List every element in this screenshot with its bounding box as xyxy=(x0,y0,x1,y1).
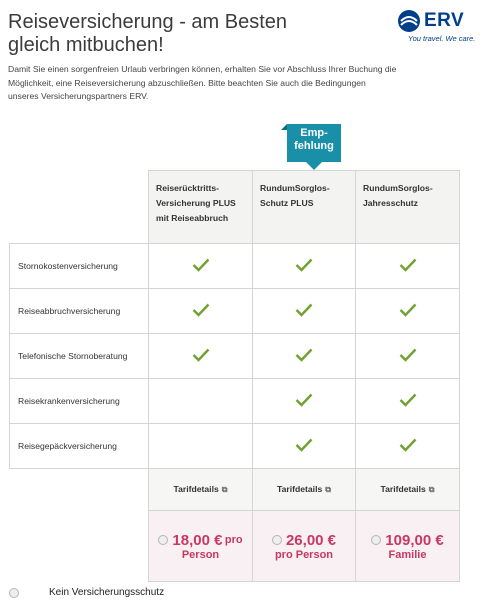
tariff-details-label[interactable]: Tarifdetails xyxy=(380,484,426,494)
checkmark-icon xyxy=(192,258,210,272)
price-amount: 109,00 € xyxy=(385,531,444,549)
external-link-icon[interactable]: ⧉ xyxy=(428,485,435,494)
feature-cell xyxy=(149,244,253,289)
feature-cell xyxy=(253,379,356,424)
checkmark-icon xyxy=(399,258,417,272)
external-link-icon[interactable]: ⧉ xyxy=(221,485,228,494)
checkmark-icon xyxy=(295,348,313,362)
tariff-details-link-2[interactable] xyxy=(253,469,356,511)
plan-name-line: RundumSorglos- xyxy=(363,183,433,193)
checkmark-icon xyxy=(295,303,313,317)
price-amount: 26,00 € xyxy=(285,531,337,549)
price-unit: Familie xyxy=(388,548,427,561)
plan-comparison-table xyxy=(9,170,460,582)
plan-name-line: mit Reiseabbruch xyxy=(156,213,229,223)
checkmark-icon xyxy=(399,438,417,452)
empty-cell xyxy=(10,511,149,582)
recommendation-badge xyxy=(287,124,341,162)
feature-cell xyxy=(253,244,356,289)
price-option-3[interactable] xyxy=(356,511,460,582)
intro-text: Damit Sie einen sorgenfreien Urlaub verbringen können, erhalten Sie vor Abschluss Ihrer Buchung die Möglichkeit, eine Reiseversicherung abzuschließen. Bitte beachten Sie auch die Bedingungen unseres Versicherungspartners ERV. xyxy=(8,64,397,101)
plan-header-3 xyxy=(356,171,460,244)
checkmark-icon xyxy=(295,258,313,272)
feature-cell xyxy=(149,379,253,424)
empty-corner-cell xyxy=(10,171,149,244)
plan-radio-2[interactable] xyxy=(272,535,282,545)
erv-logo xyxy=(397,9,479,43)
feature-cell xyxy=(149,334,253,379)
price-unit: Person xyxy=(181,548,220,561)
feature-cell xyxy=(356,244,460,289)
feature-label: Reisegepäckversicherung xyxy=(10,424,149,469)
logo-tagline: You travel. We care. xyxy=(408,34,476,43)
checkmark-icon xyxy=(399,393,417,407)
feature-cell xyxy=(253,289,356,334)
badge-line-1: Emp- xyxy=(300,127,328,139)
feature-label: Reiseabbruchversicherung xyxy=(10,289,149,334)
tariff-details-link-3[interactable] xyxy=(356,469,460,511)
page-title: Reiseversicherung - am Besten gleich mitbuchen! xyxy=(8,11,288,56)
plan-name-line: Reiserücktritts- xyxy=(156,183,220,193)
price-unit: pro xyxy=(224,533,243,546)
plan-header-row xyxy=(10,171,460,244)
feature-row xyxy=(10,244,460,289)
plan-radio-1[interactable] xyxy=(158,535,168,545)
feature-cell xyxy=(356,289,460,334)
feature-cell xyxy=(356,334,460,379)
price-option-1[interactable] xyxy=(149,511,253,582)
checkmark-icon xyxy=(295,438,313,452)
feature-row xyxy=(10,334,460,379)
plan-name-line: RundumSorglos- xyxy=(260,183,330,193)
feature-row xyxy=(10,424,460,469)
price-amount: 18,00 € xyxy=(172,531,223,549)
empty-cell xyxy=(10,469,149,511)
feature-label: Stornokostenversicherung xyxy=(10,244,149,289)
checkmark-icon xyxy=(192,348,210,362)
checkmark-icon xyxy=(399,348,417,362)
erv-globe-icon xyxy=(397,9,421,33)
feature-cell xyxy=(356,379,460,424)
feature-cell xyxy=(253,424,356,469)
feature-cell xyxy=(253,334,356,379)
tariff-details-row xyxy=(10,469,460,511)
feature-row xyxy=(10,289,460,334)
plan-name-line: Versicherung PLUS xyxy=(156,198,236,208)
plan-header-2 xyxy=(253,171,356,244)
feature-cell xyxy=(356,424,460,469)
plan-header-1 xyxy=(149,171,253,244)
external-link-icon[interactable]: ⧉ xyxy=(325,485,331,494)
price-row xyxy=(10,511,460,582)
price-unit: pro Person xyxy=(274,548,334,561)
tariff-details-label[interactable]: Tarifdetails xyxy=(277,484,323,494)
feature-row xyxy=(10,379,460,424)
badge-line-2: fehlung xyxy=(294,140,334,152)
feature-cell xyxy=(149,424,253,469)
feature-cell xyxy=(149,289,253,334)
no-insurance-label[interactable]: Kein Versicherungsschutz xyxy=(49,587,165,598)
logo-name: ERV xyxy=(424,10,465,31)
tariff-details-label[interactable]: Tarifdetails xyxy=(173,484,219,494)
feature-label: Reisekrankenversicherung xyxy=(10,379,149,424)
checkmark-icon xyxy=(295,393,313,407)
price-option-2[interactable] xyxy=(253,511,356,582)
feature-label: Telefonische Stornoberatung xyxy=(10,334,149,379)
plan-name-line: Schutz PLUS xyxy=(260,198,314,208)
plan-name-line: Jahresschutz xyxy=(363,198,418,208)
checkmark-icon xyxy=(399,303,417,317)
checkmark-icon xyxy=(192,303,210,317)
tariff-details-link-1[interactable] xyxy=(149,469,253,511)
no-insurance-option[interactable] xyxy=(9,587,165,599)
plan-radio-3[interactable] xyxy=(371,535,381,545)
no-insurance-radio[interactable] xyxy=(9,588,19,598)
